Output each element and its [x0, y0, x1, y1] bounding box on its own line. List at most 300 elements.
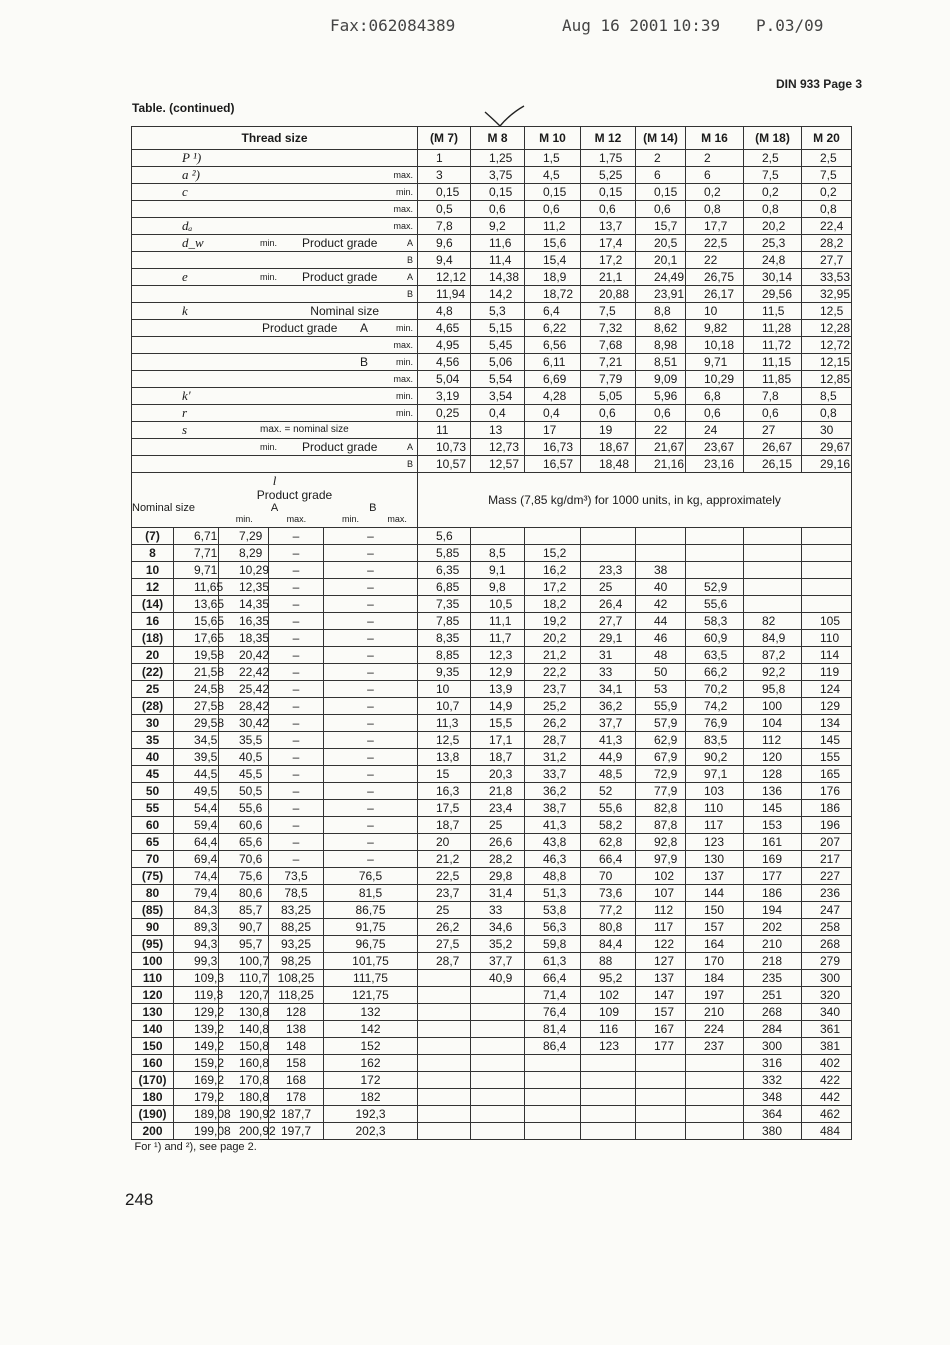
- mass-value: 116: [581, 1021, 636, 1038]
- dimension-value: 7,21: [581, 354, 636, 371]
- mass-value: 194: [744, 902, 802, 919]
- dimension-value: 10,73: [418, 439, 471, 456]
- mass-value: 70,2: [686, 681, 744, 698]
- mass-value: 119: [802, 664, 852, 681]
- dimension-value: 0,15: [471, 184, 525, 201]
- dimension-value: 26,15: [744, 456, 802, 473]
- mass-value: 17,5: [418, 800, 471, 817]
- length-b-min: 197,7: [269, 1123, 324, 1140]
- product-grade-label: Product grade: [302, 440, 378, 454]
- mass-value: 77,9: [636, 783, 686, 800]
- mass-value: 202: [744, 919, 802, 936]
- dimension-symbol: a ²): [182, 167, 200, 182]
- length-b-max: –: [324, 630, 418, 647]
- nominal-size-value: 65: [132, 834, 174, 851]
- dimension-value: 28,2: [802, 235, 852, 252]
- mass-value: 21,8: [471, 783, 525, 800]
- thread-size-header: M 20: [802, 127, 852, 150]
- mass-value: 13,9: [471, 681, 525, 698]
- mass-value: 251: [744, 987, 802, 1004]
- nominal-size-head: Nominal size: [132, 502, 195, 514]
- mass-value: 9,8: [471, 579, 525, 596]
- mass-value: 27,7: [581, 613, 636, 630]
- length-a-min: 189,08: [174, 1106, 219, 1123]
- table-caption: Table. (continued): [132, 101, 235, 115]
- mass-value: [418, 1106, 471, 1123]
- mass-value: 84,4: [581, 936, 636, 953]
- dimension-value: 20,88: [581, 286, 636, 303]
- length-a-max: 70,6: [219, 851, 269, 868]
- dimension-row: [132, 422, 852, 439]
- mass-value: 18,7: [418, 817, 471, 834]
- nominal-size-value: 200: [132, 1123, 174, 1140]
- dimension-value: 5,25: [581, 167, 636, 184]
- length-b-max: 86,75: [324, 902, 418, 919]
- dimension-label: [132, 371, 418, 388]
- dimension-value: 12,73: [471, 439, 525, 456]
- mass-value: [686, 562, 744, 579]
- mass-value: 55,6: [581, 800, 636, 817]
- dimension-value: 0,8: [744, 201, 802, 218]
- dimension-value: 16,57: [525, 456, 581, 473]
- mass-value: [471, 1021, 525, 1038]
- length-b-max: 76,5: [324, 868, 418, 885]
- dimension-value: 26,67: [744, 439, 802, 456]
- mass-value: 19,2: [525, 613, 581, 630]
- mass-value: 34,1: [581, 681, 636, 698]
- mass-value: [744, 579, 802, 596]
- dimension-value: 18,72: [525, 286, 581, 303]
- dimension-value: 32,95: [802, 286, 852, 303]
- dimension-value: 11,4: [471, 252, 525, 269]
- length-b-min: –: [269, 647, 324, 664]
- mass-value: [418, 970, 471, 987]
- length-b-max: 172: [324, 1072, 418, 1089]
- dimension-value: 0,15: [581, 184, 636, 201]
- mass-value: 31,2: [525, 749, 581, 766]
- length-row: [132, 613, 852, 630]
- nominal-size-value: (95): [132, 936, 174, 953]
- mass-value: [686, 528, 744, 545]
- length-b-max: 142: [324, 1021, 418, 1038]
- length-row: [132, 562, 852, 579]
- length-row: [132, 1123, 852, 1140]
- mass-value: 95,8: [744, 681, 802, 698]
- dimension-symbol: d_w: [182, 235, 204, 250]
- dimension-value: 0,6: [636, 405, 686, 422]
- length-row: [132, 902, 852, 919]
- mass-value: 74,2: [686, 698, 744, 715]
- mass-value: 33: [471, 902, 525, 919]
- length-a-min: 179,2: [174, 1089, 219, 1106]
- length-a-max: 190,92: [219, 1106, 269, 1123]
- length-a-min: 6,71: [174, 528, 219, 545]
- length-a-max: 80,6: [219, 885, 269, 902]
- mass-value: 31: [581, 647, 636, 664]
- mass-value: 235: [744, 970, 802, 987]
- length-a-min: 84,3: [174, 902, 219, 919]
- length-b-min: –: [269, 664, 324, 681]
- mass-value: [418, 1021, 471, 1038]
- mass-value: 177: [636, 1038, 686, 1055]
- length-b-max: –: [324, 851, 418, 868]
- length-b-min: –: [269, 596, 324, 613]
- mass-value: [418, 1089, 471, 1106]
- length-a-min: 79,4: [174, 885, 219, 902]
- dimension-value: 2,5: [802, 150, 852, 167]
- dimension-value: 22,5: [686, 235, 744, 252]
- mass-value: 169: [744, 851, 802, 868]
- mass-value: [802, 562, 852, 579]
- mass-value: [744, 545, 802, 562]
- length-a-max: 85,7: [219, 902, 269, 919]
- dimension-qualifier: max.: [393, 204, 413, 214]
- dimension-value: 4,28: [525, 388, 581, 405]
- length-b-max: 111,75: [324, 970, 418, 987]
- dimension-value: 8,98: [636, 337, 686, 354]
- dimension-value: 0,25: [418, 405, 471, 422]
- length-b-max: –: [324, 579, 418, 596]
- dimension-value: 30: [802, 422, 852, 439]
- nominal-size-value: 110: [132, 970, 174, 987]
- mass-value: [471, 1089, 525, 1106]
- nominal-size-value: 100: [132, 953, 174, 970]
- dimension-value: 15,4: [525, 252, 581, 269]
- mass-value: 144: [686, 885, 744, 902]
- length-b-max: –: [324, 800, 418, 817]
- length-a-min: 119,3: [174, 987, 219, 1004]
- length-row: [132, 545, 852, 562]
- fax-page: P.03/09: [756, 16, 824, 35]
- length-a-max: 75,6: [219, 868, 269, 885]
- mass-value: 48,5: [581, 766, 636, 783]
- length-row: [132, 579, 852, 596]
- dimension-value: 9,71: [686, 354, 744, 371]
- mass-value: 46: [636, 630, 686, 647]
- length-b-min: –: [269, 528, 324, 545]
- mass-value: 84,9: [744, 630, 802, 647]
- length-b-max: 81,5: [324, 885, 418, 902]
- length-b-min: –: [269, 613, 324, 630]
- nominal-size-value: (170): [132, 1072, 174, 1089]
- dimension-label: [132, 303, 418, 320]
- mass-value: [471, 1123, 525, 1140]
- dimension-qualifier: B: [406, 459, 413, 469]
- mass-value: [636, 1089, 686, 1106]
- dimension-value: 9,6: [418, 235, 471, 252]
- length-b-max: –: [324, 681, 418, 698]
- nominal-size-value: 90: [132, 919, 174, 936]
- dimension-value: 11,72: [744, 337, 802, 354]
- mass-value: 105: [802, 613, 852, 630]
- dimension-value: 6: [686, 167, 744, 184]
- mass-value: 52: [581, 783, 636, 800]
- thread-size-header: M 16: [686, 127, 744, 150]
- mass-value: 86,4: [525, 1038, 581, 1055]
- length-b-min: 168: [269, 1072, 324, 1089]
- mass-value: 124: [802, 681, 852, 698]
- mass-value: 12,9: [471, 664, 525, 681]
- length-a-max: 25,42: [219, 681, 269, 698]
- mass-value: [744, 596, 802, 613]
- dimension-value: 17: [525, 422, 581, 439]
- mass-value: 97,1: [686, 766, 744, 783]
- mass-value: 35,2: [471, 936, 525, 953]
- length-a-max: 14,35: [219, 596, 269, 613]
- dimension-qualifier: max.: [393, 170, 413, 180]
- mass-value: 210: [744, 936, 802, 953]
- fax-number: Fax:062084389: [330, 16, 456, 35]
- dimension-row: [132, 439, 852, 456]
- dimension-value: 11,94: [418, 286, 471, 303]
- nominal-size-value: 180: [132, 1089, 174, 1106]
- dimension-value: 7,8: [418, 218, 471, 235]
- dimension-row: [132, 235, 852, 252]
- mass-value: 110: [686, 800, 744, 817]
- thread-size-header: (M 18): [744, 127, 802, 150]
- dimension-value: 23,91: [636, 286, 686, 303]
- mass-value: [686, 1072, 744, 1089]
- mass-value: [636, 1055, 686, 1072]
- dimension-value: 7,79: [581, 371, 636, 388]
- dimension-value: 11,85: [744, 371, 802, 388]
- nominal-size-value: 80: [132, 885, 174, 902]
- page-number: 248: [125, 1190, 154, 1209]
- mass-value: 10,7: [418, 698, 471, 715]
- mass-value: 177: [744, 868, 802, 885]
- nominal-size-value: (14): [132, 596, 174, 613]
- dimension-label: [132, 235, 418, 252]
- length-row: [132, 630, 852, 647]
- dimension-value: 0,8: [802, 405, 852, 422]
- mass-value: 381: [802, 1038, 852, 1055]
- mass-value: 58,2: [581, 817, 636, 834]
- length-b-max: –: [324, 766, 418, 783]
- dimension-value: 3,75: [471, 167, 525, 184]
- dimension-value: 12,57: [471, 456, 525, 473]
- dimension-value: 1,5: [525, 150, 581, 167]
- dimension-value: 13,7: [581, 218, 636, 235]
- dimension-qualifier: min.: [395, 408, 413, 418]
- length-a-max: 8,29: [219, 545, 269, 562]
- dimension-value: 10,57: [418, 456, 471, 473]
- dimension-value: 11,15: [744, 354, 802, 371]
- dimension-value: 26,17: [686, 286, 744, 303]
- length-a-min: 74,4: [174, 868, 219, 885]
- mass-value: [525, 528, 581, 545]
- length-row: [132, 834, 852, 851]
- mass-value: 364: [744, 1106, 802, 1123]
- length-b-min: –: [269, 698, 324, 715]
- mass-value: 12,3: [471, 647, 525, 664]
- mass-value: 147: [636, 987, 686, 1004]
- dimension-value: 7,5: [581, 303, 636, 320]
- length-a-min: 27,58: [174, 698, 219, 715]
- dimension-value: 24,8: [744, 252, 802, 269]
- length-a-max: 12,35: [219, 579, 269, 596]
- dimension-value: 8,51: [636, 354, 686, 371]
- mass-value: 23,7: [525, 681, 581, 698]
- mass-value: 361: [802, 1021, 852, 1038]
- length-a-max: 90,7: [219, 919, 269, 936]
- mass-value: [418, 1072, 471, 1089]
- mass-value: 268: [802, 936, 852, 953]
- dimension-value: 3,19: [418, 388, 471, 405]
- nominal-size-value: 35: [132, 732, 174, 749]
- mass-value: 12,5: [418, 732, 471, 749]
- dimension-label: [132, 269, 418, 286]
- min-label: min.: [235, 514, 253, 524]
- mass-value: 109: [581, 1004, 636, 1021]
- nominal-size-value: 8: [132, 545, 174, 562]
- length-a-min: 44,5: [174, 766, 219, 783]
- mass-value: 11,7: [471, 630, 525, 647]
- mass-value: 61,3: [525, 953, 581, 970]
- length-b-min: –: [269, 630, 324, 647]
- length-b-max: –: [324, 783, 418, 800]
- mass-value: 22,2: [525, 664, 581, 681]
- length-a-max: 30,42: [219, 715, 269, 732]
- dimension-label: [132, 201, 418, 218]
- nominal-size-value: (190): [132, 1106, 174, 1123]
- mass-value: 117: [686, 817, 744, 834]
- length-a-min: 17,65: [174, 630, 219, 647]
- mass-value: 21,2: [418, 851, 471, 868]
- mass-value: [471, 1055, 525, 1072]
- mass-value: 110: [802, 630, 852, 647]
- dimension-value: 0,6: [636, 201, 686, 218]
- length-row: [132, 1055, 852, 1072]
- mass-value: [581, 1123, 636, 1140]
- length-a-max: 95,7: [219, 936, 269, 953]
- length-a-min: 34,5: [174, 732, 219, 749]
- length-row: [132, 528, 852, 545]
- length-a-max: 45,5: [219, 766, 269, 783]
- length-row: [132, 664, 852, 681]
- grade-row: [132, 502, 417, 514]
- mass-value: 53: [636, 681, 686, 698]
- mass-value: 26,6: [471, 834, 525, 851]
- length-b-max: –: [324, 664, 418, 681]
- length-b-max: 101,75: [324, 953, 418, 970]
- mass-value: 22,5: [418, 868, 471, 885]
- mass-value: [802, 545, 852, 562]
- nominal-size-value: (18): [132, 630, 174, 647]
- mass-value: 38: [636, 562, 686, 579]
- dimension-qualifier: max.: [393, 340, 413, 350]
- thread-size-label: Thread size: [132, 127, 418, 150]
- mass-value: 95,2: [581, 970, 636, 987]
- mass-value: 87,8: [636, 817, 686, 834]
- dimension-value: 8,8: [636, 303, 686, 320]
- mass-value: 348: [744, 1089, 802, 1106]
- dimension-value: 20,5: [636, 235, 686, 252]
- dimension-qualifier: min.: [395, 187, 413, 197]
- mass-value: [581, 1055, 636, 1072]
- nominal-size-value: 140: [132, 1021, 174, 1038]
- dimension-value: 12,85: [802, 371, 852, 388]
- dimension-value: 6,56: [525, 337, 581, 354]
- mass-value: 17,1: [471, 732, 525, 749]
- mass-value: 55,9: [636, 698, 686, 715]
- length-product-grade-label: Product grade: [256, 488, 333, 502]
- dimension-value: 29,56: [744, 286, 802, 303]
- length-b-min: 158: [269, 1055, 324, 1072]
- dimension-value: 0,8: [802, 201, 852, 218]
- mass-value: 15,5: [471, 715, 525, 732]
- dimension-symbol: s: [182, 422, 188, 437]
- dimension-value: 5,45: [471, 337, 525, 354]
- mass-value: 134: [802, 715, 852, 732]
- length-a-min: 99,3: [174, 953, 219, 970]
- length-a-min: 29,58: [174, 715, 219, 732]
- mass-value: 120: [744, 749, 802, 766]
- dimension-value: 0,2: [744, 184, 802, 201]
- length-a-min: 49,5: [174, 783, 219, 800]
- length-b-max: 182: [324, 1089, 418, 1106]
- dimension-qualifier: A: [406, 238, 413, 248]
- mass-value: 15,2: [525, 545, 581, 562]
- dimension-qualifier: A: [406, 442, 413, 452]
- mass-value: 23,3: [581, 562, 636, 579]
- mass-value: 462: [802, 1106, 852, 1123]
- dimension-row: [132, 405, 852, 422]
- mass-value: [581, 1072, 636, 1089]
- length-row: [132, 1021, 852, 1038]
- mass-value: 279: [802, 953, 852, 970]
- dimension-value: 0,15: [636, 184, 686, 201]
- fax-time: 10:39: [672, 16, 721, 35]
- mass-value: 76,9: [686, 715, 744, 732]
- thread-size-header: M 12: [581, 127, 636, 150]
- footnote: For ¹) and ²), see page 2.: [132, 1140, 852, 1155]
- length-b-min: –: [269, 715, 324, 732]
- dimension-value: 27,7: [802, 252, 852, 269]
- dimension-value: 21,1: [581, 269, 636, 286]
- mass-value: 67,9: [636, 749, 686, 766]
- dimension-value: 20,2: [744, 218, 802, 235]
- dimension-value: 29,67: [802, 439, 852, 456]
- length-b-min: –: [269, 783, 324, 800]
- dimension-row: [132, 371, 852, 388]
- mass-value: 18,2: [525, 596, 581, 613]
- mass-value: 157: [686, 919, 744, 936]
- length-b-max: 91,75: [324, 919, 418, 936]
- dimension-value: 23,67: [686, 439, 744, 456]
- mass-value: 58,3: [686, 613, 744, 630]
- mass-value: 56,3: [525, 919, 581, 936]
- nominal-size-value: (28): [132, 698, 174, 715]
- length-row: [132, 1072, 852, 1089]
- mass-value: [525, 1106, 581, 1123]
- mass-value: 33,7: [525, 766, 581, 783]
- dimension-qualifier: max.: [393, 221, 413, 231]
- dimension-row: [132, 184, 852, 201]
- mass-value: 44: [636, 613, 686, 630]
- length-b-min: –: [269, 732, 324, 749]
- length-b-min: 128: [269, 1004, 324, 1021]
- mass-value: 15: [418, 766, 471, 783]
- mass-value: 10: [418, 681, 471, 698]
- length-a-min: 59,4: [174, 817, 219, 834]
- dimension-value: 5,96: [636, 388, 686, 405]
- dimension-row: [132, 269, 852, 286]
- mass-value: 16,3: [418, 783, 471, 800]
- dimension-value: 24: [686, 422, 744, 439]
- mass-value: 29,8: [471, 868, 525, 885]
- length-row: [132, 1106, 852, 1123]
- mass-value: 60,9: [686, 630, 744, 647]
